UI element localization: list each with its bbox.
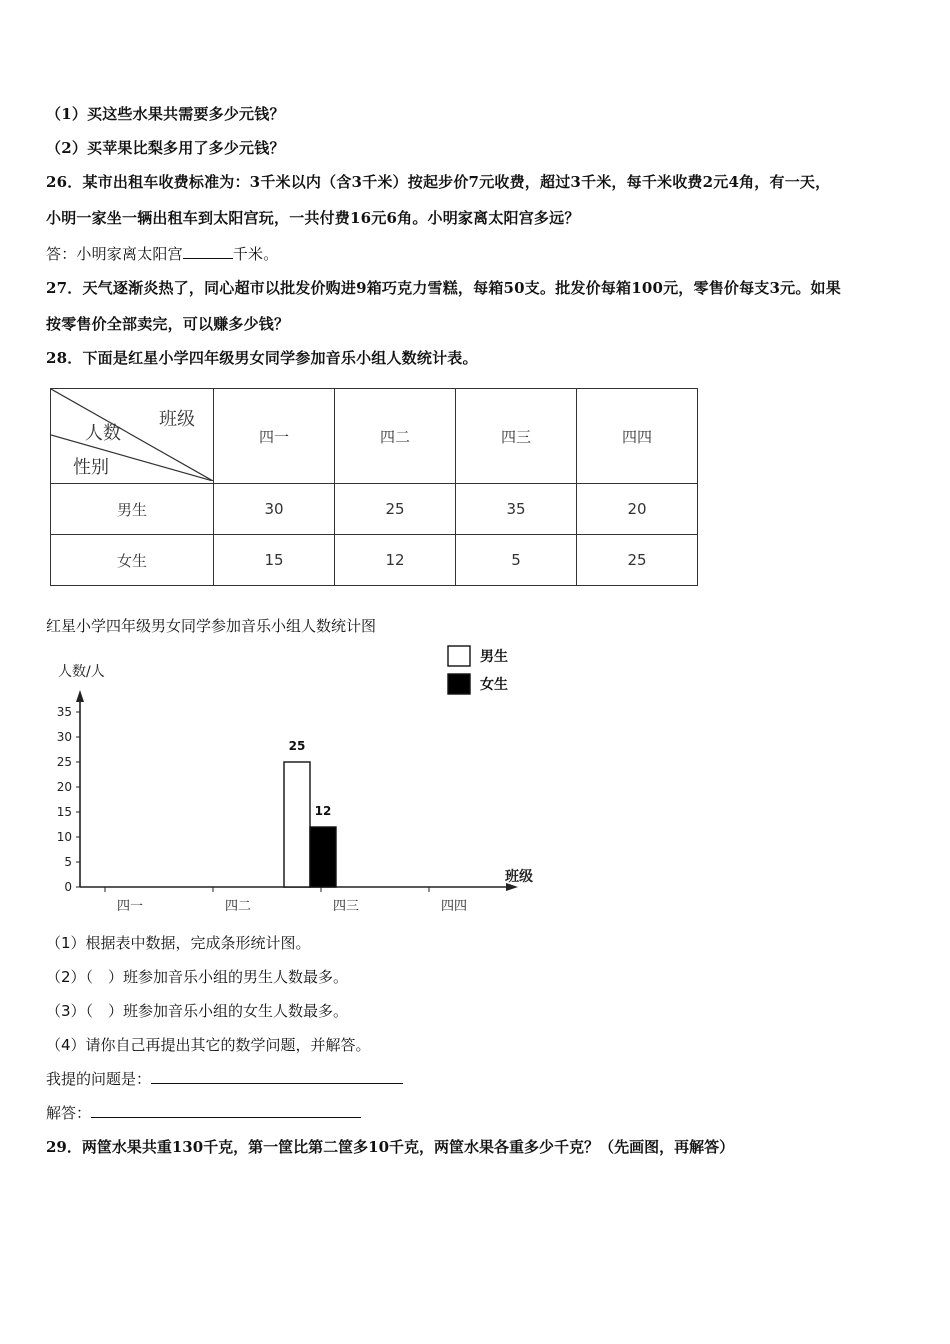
table-corner-cell bbox=[51, 389, 214, 484]
question-25-part-1: （1）买这些水果共需要多少元钱？ bbox=[46, 105, 285, 123]
row-label: 男生 bbox=[51, 484, 214, 535]
bar-data-label: 25 bbox=[288, 739, 306, 753]
table-cell: 15 bbox=[214, 535, 335, 586]
legend-swatch bbox=[448, 674, 470, 694]
y-tick-label: 25 bbox=[56, 755, 72, 769]
chart-question-2: （2）（ ）班参加音乐小组的男生人数最多。 bbox=[46, 968, 349, 986]
legend-swatch bbox=[448, 646, 470, 666]
y-tick-label: 35 bbox=[56, 705, 72, 719]
table-row bbox=[51, 484, 698, 535]
table-cell: 35 bbox=[456, 484, 577, 535]
solution-blank[interactable] bbox=[91, 1103, 361, 1118]
bar-girls bbox=[310, 827, 336, 887]
statistics-table bbox=[50, 388, 698, 586]
question-26-answer bbox=[46, 243, 278, 264]
bar-boys bbox=[284, 762, 310, 887]
chart-question-1: （1）根据表中数据，完成条形统计图。 bbox=[46, 934, 311, 952]
column-header: 四四 bbox=[577, 389, 698, 484]
table-row bbox=[51, 535, 698, 586]
question-29: 29．两筐水果共重130千克，第一筐比第二筐多10千克，两筐水果各重多少千克？（先画图，再解答） bbox=[46, 1138, 735, 1156]
legend-label: 女生 bbox=[480, 677, 508, 693]
column-header: 四一 bbox=[214, 389, 335, 484]
question-27-line-1: 27．天气逐渐炎热了，同心超市以批发价购进9箱巧克力雪糕，每箱50支。批发价每箱100元，零售价每支3元。如果 bbox=[46, 279, 841, 297]
table-cell: 25 bbox=[335, 484, 456, 535]
y-tick-label: 20 bbox=[56, 780, 72, 794]
question-27-line-2: 按零售价全部卖完，可以赚多少钱？ bbox=[46, 315, 290, 333]
question-25-part-2: （2）买苹果比梨多用了多少元钱？ bbox=[46, 139, 285, 157]
y-tick-label: 0 bbox=[64, 880, 72, 894]
question-26-line-1: 26．某市出租车收费标准为：3千米以内（含3千米）按起步价7元收费，超过3千米，每千米收费2元4角，有一天， bbox=[46, 173, 831, 191]
x-axis-label: 班级 bbox=[505, 869, 533, 885]
answer-blank[interactable] bbox=[183, 243, 233, 259]
corner-gender-label: 性别 bbox=[73, 457, 109, 478]
table-cell: 30 bbox=[214, 484, 335, 535]
y-tick-label: 5 bbox=[64, 855, 72, 869]
chart-question-3: （3）（ ）班参加音乐小组的女生人数最多。 bbox=[46, 1002, 349, 1020]
x-tick-label: 四四 bbox=[440, 899, 468, 914]
corner-count-label: 人数 bbox=[85, 423, 121, 444]
bar-chart bbox=[40, 640, 560, 920]
my-question-line bbox=[46, 1068, 403, 1089]
answer-suffix: 千米。 bbox=[232, 245, 279, 263]
legend-label: 男生 bbox=[480, 649, 508, 665]
question-26-line-2: 小明一家坐一辆出租车到太阳宫玩，一共付费16元6角。小明家离太阳宫多远？ bbox=[46, 209, 580, 227]
answer-prefix: 答：小明家离太阳宫 bbox=[46, 245, 183, 263]
ask-label: 我提的问题是： bbox=[46, 1070, 152, 1088]
table-cell: 5 bbox=[456, 535, 577, 586]
chart-caption: 红星小学四年级男女同学参加音乐小组人数统计图 bbox=[46, 617, 377, 635]
answer-label: 解答： bbox=[46, 1104, 92, 1122]
bar-data-label: 12 bbox=[314, 804, 332, 818]
y-tick-label: 10 bbox=[56, 830, 72, 844]
ask-answer-blank[interactable] bbox=[151, 1069, 403, 1084]
y-axis-label: 人数/人 bbox=[58, 664, 105, 680]
column-header: 四三 bbox=[456, 389, 577, 484]
question-28-intro: 28．下面是红星小学四年级男女同学参加音乐小组人数统计表。 bbox=[46, 349, 478, 367]
table-cell: 20 bbox=[577, 484, 698, 535]
y-tick-label: 15 bbox=[56, 805, 72, 819]
y-tick-label: 30 bbox=[56, 730, 72, 744]
solution-line bbox=[46, 1102, 361, 1123]
x-tick-label: 四一 bbox=[116, 899, 144, 914]
x-tick-label: 四三 bbox=[332, 899, 360, 914]
table-cell: 25 bbox=[577, 535, 698, 586]
row-label: 女生 bbox=[51, 535, 214, 586]
x-tick-label: 四二 bbox=[224, 899, 252, 914]
table-cell: 12 bbox=[335, 535, 456, 586]
chart-question-4: （4）请你自己再提出其它的数学问题，并解答。 bbox=[46, 1036, 371, 1054]
column-header: 四二 bbox=[335, 389, 456, 484]
corner-class-label: 班级 bbox=[159, 409, 195, 430]
